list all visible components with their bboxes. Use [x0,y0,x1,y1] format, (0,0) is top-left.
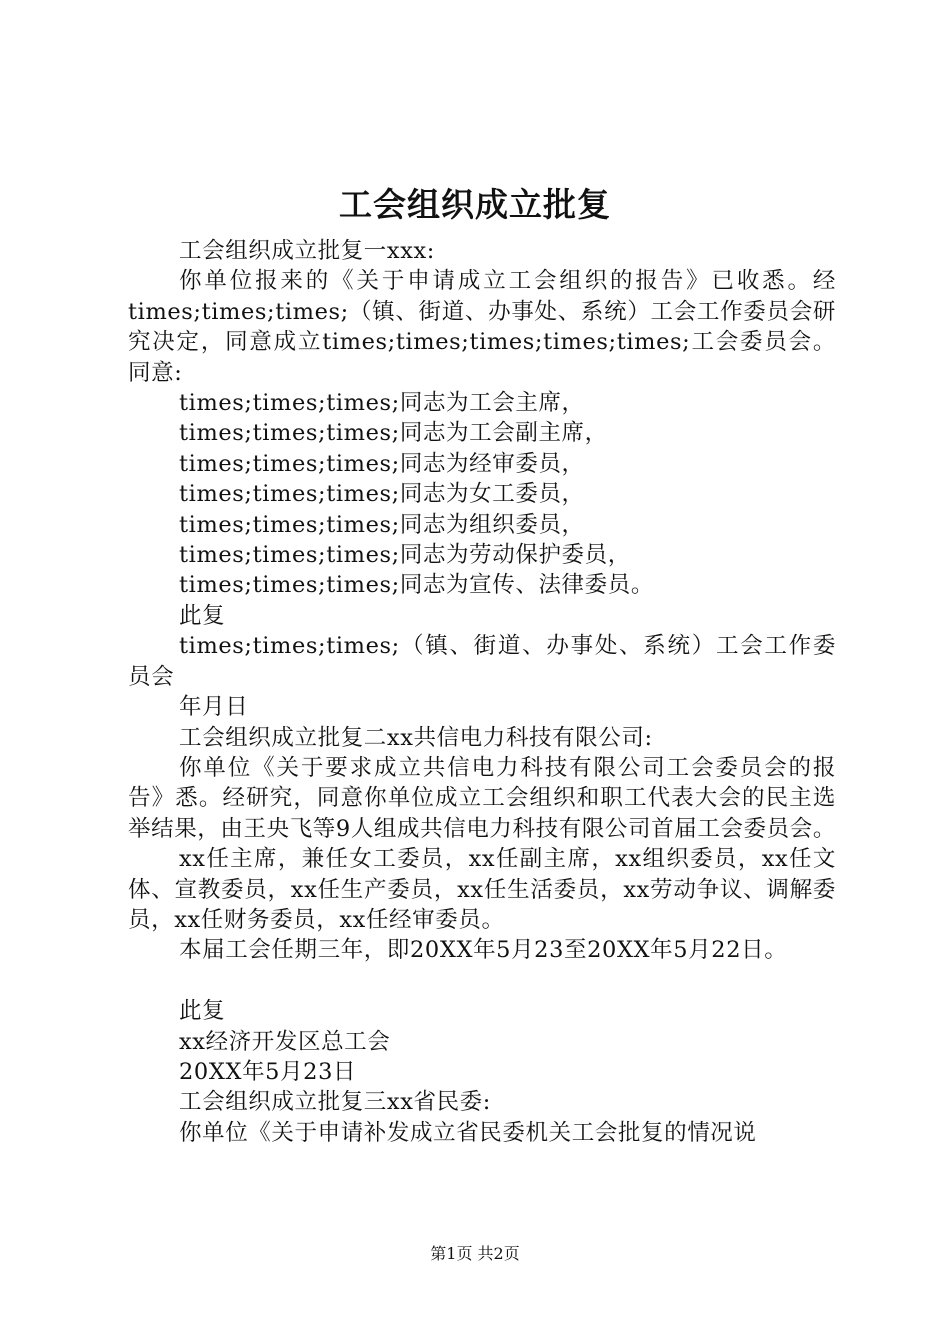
paragraph-5: times;times;times;同志为经审委员， [179,450,585,477]
paragraph-6: times;times;times;同志为女工委员， [179,481,585,508]
document-title: 工会组织成立批复 [339,185,611,224]
paragraph-12: 年月日 [179,694,249,721]
paragraph-17: 此复 [179,998,226,1025]
paragraph-13: 工会组织成立批复二xx共信电力科技有限公司: [179,724,653,751]
paragraph-3: times;times;times;同志为工会主席， [179,390,585,417]
paragraph-20: 工会组织成立批复三xx省民委: [179,1089,491,1116]
page-number: 第1页 共2页 [430,1244,520,1263]
paragraph-16: 本届工会任期三年，即20XX年5月23至20XX年5月22日。 [179,937,788,964]
document-body [128,236,836,1148]
paragraph-4: times;times;times;同志为工会副主席， [179,420,608,447]
paragraph-2: 你单位报来的《关于申请成立工会组织的报告》已收悉。经times;times;times;（镇、街道、办事处、系统）工会工作委员会研究决定，同意成立times;times;times;times;times;工会委员会。同意: [128,268,836,386]
paragraph-14: 你单位《关于要求成立共信电力科技有限公司工会委员会的报告》悉。经研究，同意你单位成立工会组织和职工代表大会的民主选举结果，由王央飞等9人组成共信电力科技有限公司首届工会委员会。 [128,754,836,842]
paragraph-19: 20XX年5月23日 [179,1058,357,1085]
paragraph-7: times;times;times;同志为组织委员， [179,511,585,538]
paragraph-21: 你单位《关于申请补发成立省民委机关工会批复的情况说 [179,1119,757,1146]
paragraph-1: 工会组织成立批复一xxx: [179,238,435,264]
paragraph-11: times;times;times;（镇、街道、办事处、系统）工会工作委员会 [128,633,836,690]
paragraph-10: 此复 [179,602,226,629]
paragraph-18: xx经济开发区总工会 [179,1028,391,1055]
paragraph-9: times;times;times;同志为宣传、法律委员。 [179,572,654,599]
paragraph-15: xx任主席，兼任女工委员，xx任副主席，xx组织委员，xx任文体、宣教委员，xx任生产委员，xx任生活委员，xx劳动争议、调解委员，xx任财务委员，xx任经审委员。 [128,846,836,933]
blank-line [128,966,836,996]
paragraph-8: times;times;times;同志为劳动保护委员， [179,542,631,569]
